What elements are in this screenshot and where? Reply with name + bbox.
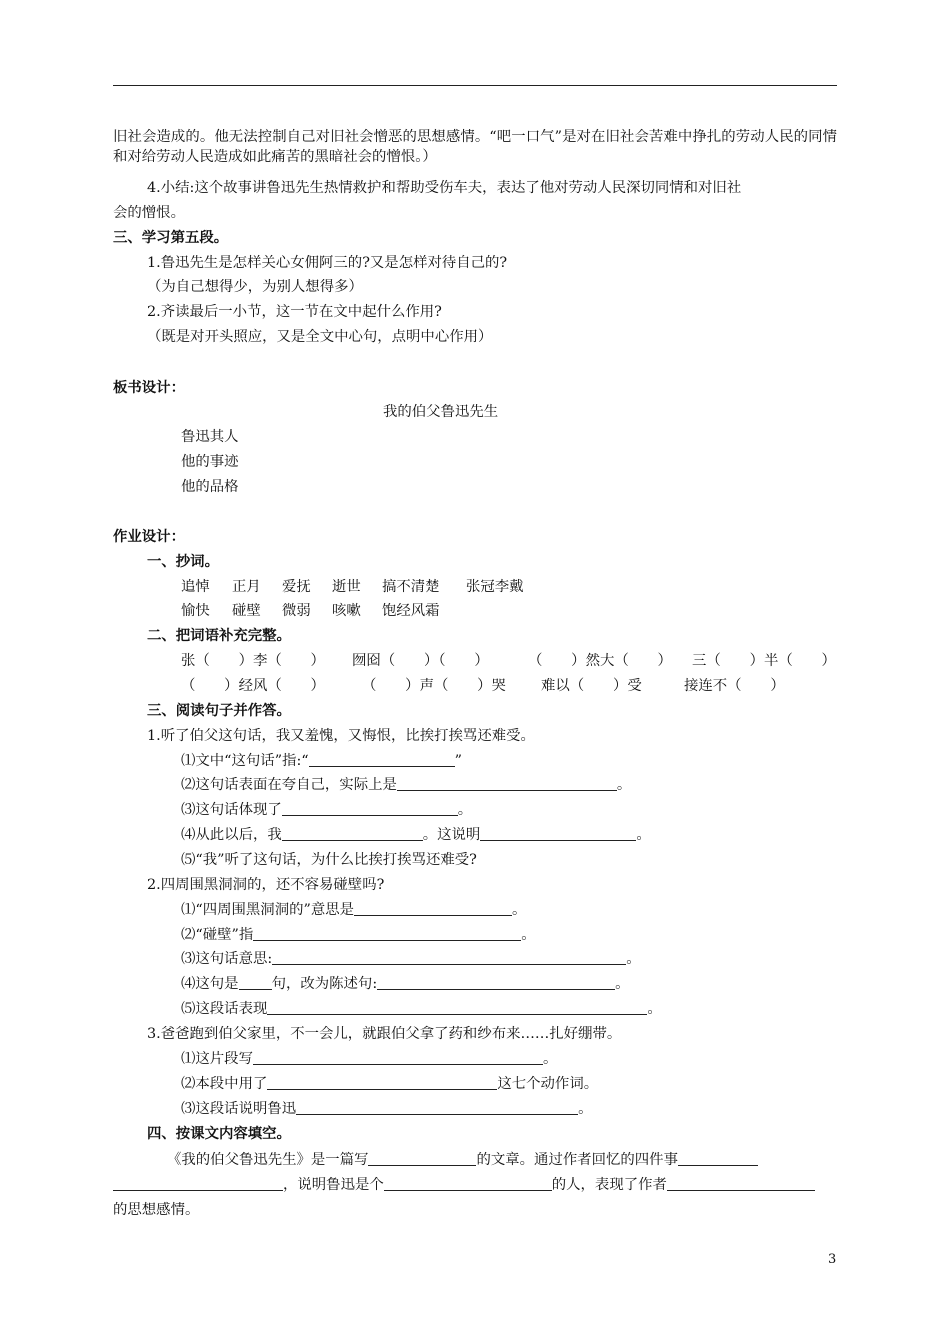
part4-heading: 四、按课文内容填空。 <box>147 1125 291 1142</box>
board-item: 鲁迅其人 <box>181 429 239 445</box>
word-item: 咳嗽 <box>332 603 361 619</box>
reading-question: ⑷这句是 句，改为陈述句: 。 <box>181 976 630 992</box>
reading-sentence: 3.爸爸跑到伯父家里，不一会儿，就跟伯父拿了药和纱布来……扎好绷带。 <box>147 1026 622 1042</box>
answer-blank[interactable] <box>239 975 272 990</box>
board-title: 我的伯父鲁迅先生 <box>383 404 499 420</box>
reading-question: ⑸“我”听了这句话，为什么比挨打挨骂还难受? <box>181 852 477 868</box>
fill-blank-item: 接连不（ ） <box>684 678 785 694</box>
reading-question: ⑵这句话表面在夸自己，实际上是 。 <box>181 777 632 793</box>
answer-blank[interactable] <box>309 752 455 767</box>
word-item: 微弱 <box>282 603 311 619</box>
fill-blank-item: 囫囵（ ）（ ） <box>352 653 489 669</box>
reading-question: ⑸这段话表现 。 <box>181 1001 662 1017</box>
answer-blank[interactable] <box>267 1000 647 1015</box>
fill-blank-item: （ ）然大（ ） <box>528 653 672 669</box>
part2-heading: 二、把词语补充完整。 <box>147 627 291 644</box>
reading-sentence: 2.四周围黑洞洞的，还不容易碰壁吗? <box>147 877 385 893</box>
answer-blank[interactable] <box>267 1075 497 1090</box>
intro-paragraph: 旧社会造成的。他无法控制自己对旧社会憎恶的思想感情。“吧一口气”是对在旧社会苦难中挣扎的劳动人民的同情和对给劳动人民造成如此痛苦的黑暗社会的憎恨。） <box>113 129 837 165</box>
answer-blank[interactable] <box>272 950 626 965</box>
answer-blank[interactable] <box>678 1151 758 1166</box>
answer-blank[interactable] <box>368 1151 476 1166</box>
question: 1.鲁迅先生是怎样关心女佣阿三的?又是怎样对待自己的? <box>147 255 508 271</box>
fill-blank-item: 难以（ ）受 <box>541 678 642 694</box>
answer: （既是对开头照应，又是全文中心句，点明中心作用） <box>147 329 493 345</box>
answer-blank[interactable] <box>253 926 521 941</box>
answer-blank[interactable] <box>354 901 512 916</box>
reading-question: ⑵“碰壁”指 。 <box>181 927 536 943</box>
answer-blank[interactable] <box>480 826 636 841</box>
summary-line: 4.小结:这个故事讲鲁迅先生热情救护和帮助受伤车夫，表达了他对劳动人民深切同情和对旧社 <box>147 180 742 196</box>
reading-question: ⑷从此以后，我 。这说明 。 <box>181 827 651 843</box>
reading-sentence: 1.听了伯父这句话，我又羞愧，又悔恨，比挨打挨骂还难受。 <box>147 728 535 744</box>
answer-blank[interactable] <box>282 801 458 816</box>
reading-question: ⑶这段话说明鲁迅 。 <box>181 1101 593 1117</box>
reading-question: ⑴这片段写 。 <box>181 1051 558 1067</box>
part3-heading: 三、阅读句子并作答。 <box>147 702 291 719</box>
section-heading: 三、学习第五段。 <box>113 229 229 246</box>
word-item: 逝世 <box>332 579 361 595</box>
answer-blank[interactable] <box>296 1100 578 1115</box>
word-item: 搞不清楚 <box>382 579 440 595</box>
question: 2.齐读最后一小节，这一节在文中起什么作用? <box>147 304 442 320</box>
fill-paragraph-line: 《我的伯父鲁迅先生》是一篇写 的文章。通过作者回忆的四件事 <box>167 1150 758 1170</box>
fill-blank-item: 张（ ）李（ ） <box>181 653 325 669</box>
answer-blank[interactable] <box>397 776 617 791</box>
board-item: 他的事迹 <box>181 454 239 470</box>
homework-heading: 作业设计： <box>113 528 185 545</box>
answer-blank[interactable] <box>667 1176 815 1191</box>
answer-blank[interactable] <box>282 826 423 841</box>
word-item: 张冠李戴 <box>466 579 524 595</box>
reading-question: ⑴文中“这句话”指:“ ” <box>181 753 463 769</box>
answer-blank[interactable] <box>253 1050 543 1065</box>
board-item: 他的品格 <box>181 479 239 495</box>
reading-question: ⑶这句话体现了 。 <box>181 802 473 818</box>
fill-blank-item: （ ）经风（ ） <box>181 678 325 694</box>
word-item: 追悼 <box>181 579 210 595</box>
word-item: 爱抚 <box>282 579 311 595</box>
header-rule <box>113 85 837 86</box>
answer-blank[interactable] <box>384 1176 552 1191</box>
answer-blank[interactable] <box>113 1176 283 1191</box>
word-item: 饱经风霜 <box>382 603 440 619</box>
fill-blank-item: 三（ ）半（ ） <box>692 653 836 669</box>
reading-question: ⑵本段中用了 这七个动作词。 <box>181 1076 599 1092</box>
page-number: 3 <box>828 1252 837 1267</box>
word-item: 正月 <box>232 579 261 595</box>
answer-blank[interactable] <box>377 975 615 990</box>
reading-question: ⑶这句话意思: 。 <box>181 951 641 967</box>
board-heading: 板书设计： <box>113 379 185 396</box>
word-item: 愉快 <box>181 603 210 619</box>
fill-paragraph-line: 的思想感情。 <box>113 1202 200 1218</box>
summary-line-continued: 会的憎恨。 <box>113 205 185 221</box>
word-item: 碰壁 <box>232 603 261 619</box>
answer: （为自己想得少，为别人想得多） <box>147 279 363 295</box>
part1-heading: 一、抄词。 <box>147 553 219 570</box>
fill-paragraph-line: ，说明鲁迅是个 的人，表现了作者 <box>113 1175 815 1195</box>
fill-blank-item: （ ）声（ ）哭 <box>362 678 506 694</box>
reading-question: ⑴“四周围黑洞洞的”意思是 。 <box>181 902 527 918</box>
